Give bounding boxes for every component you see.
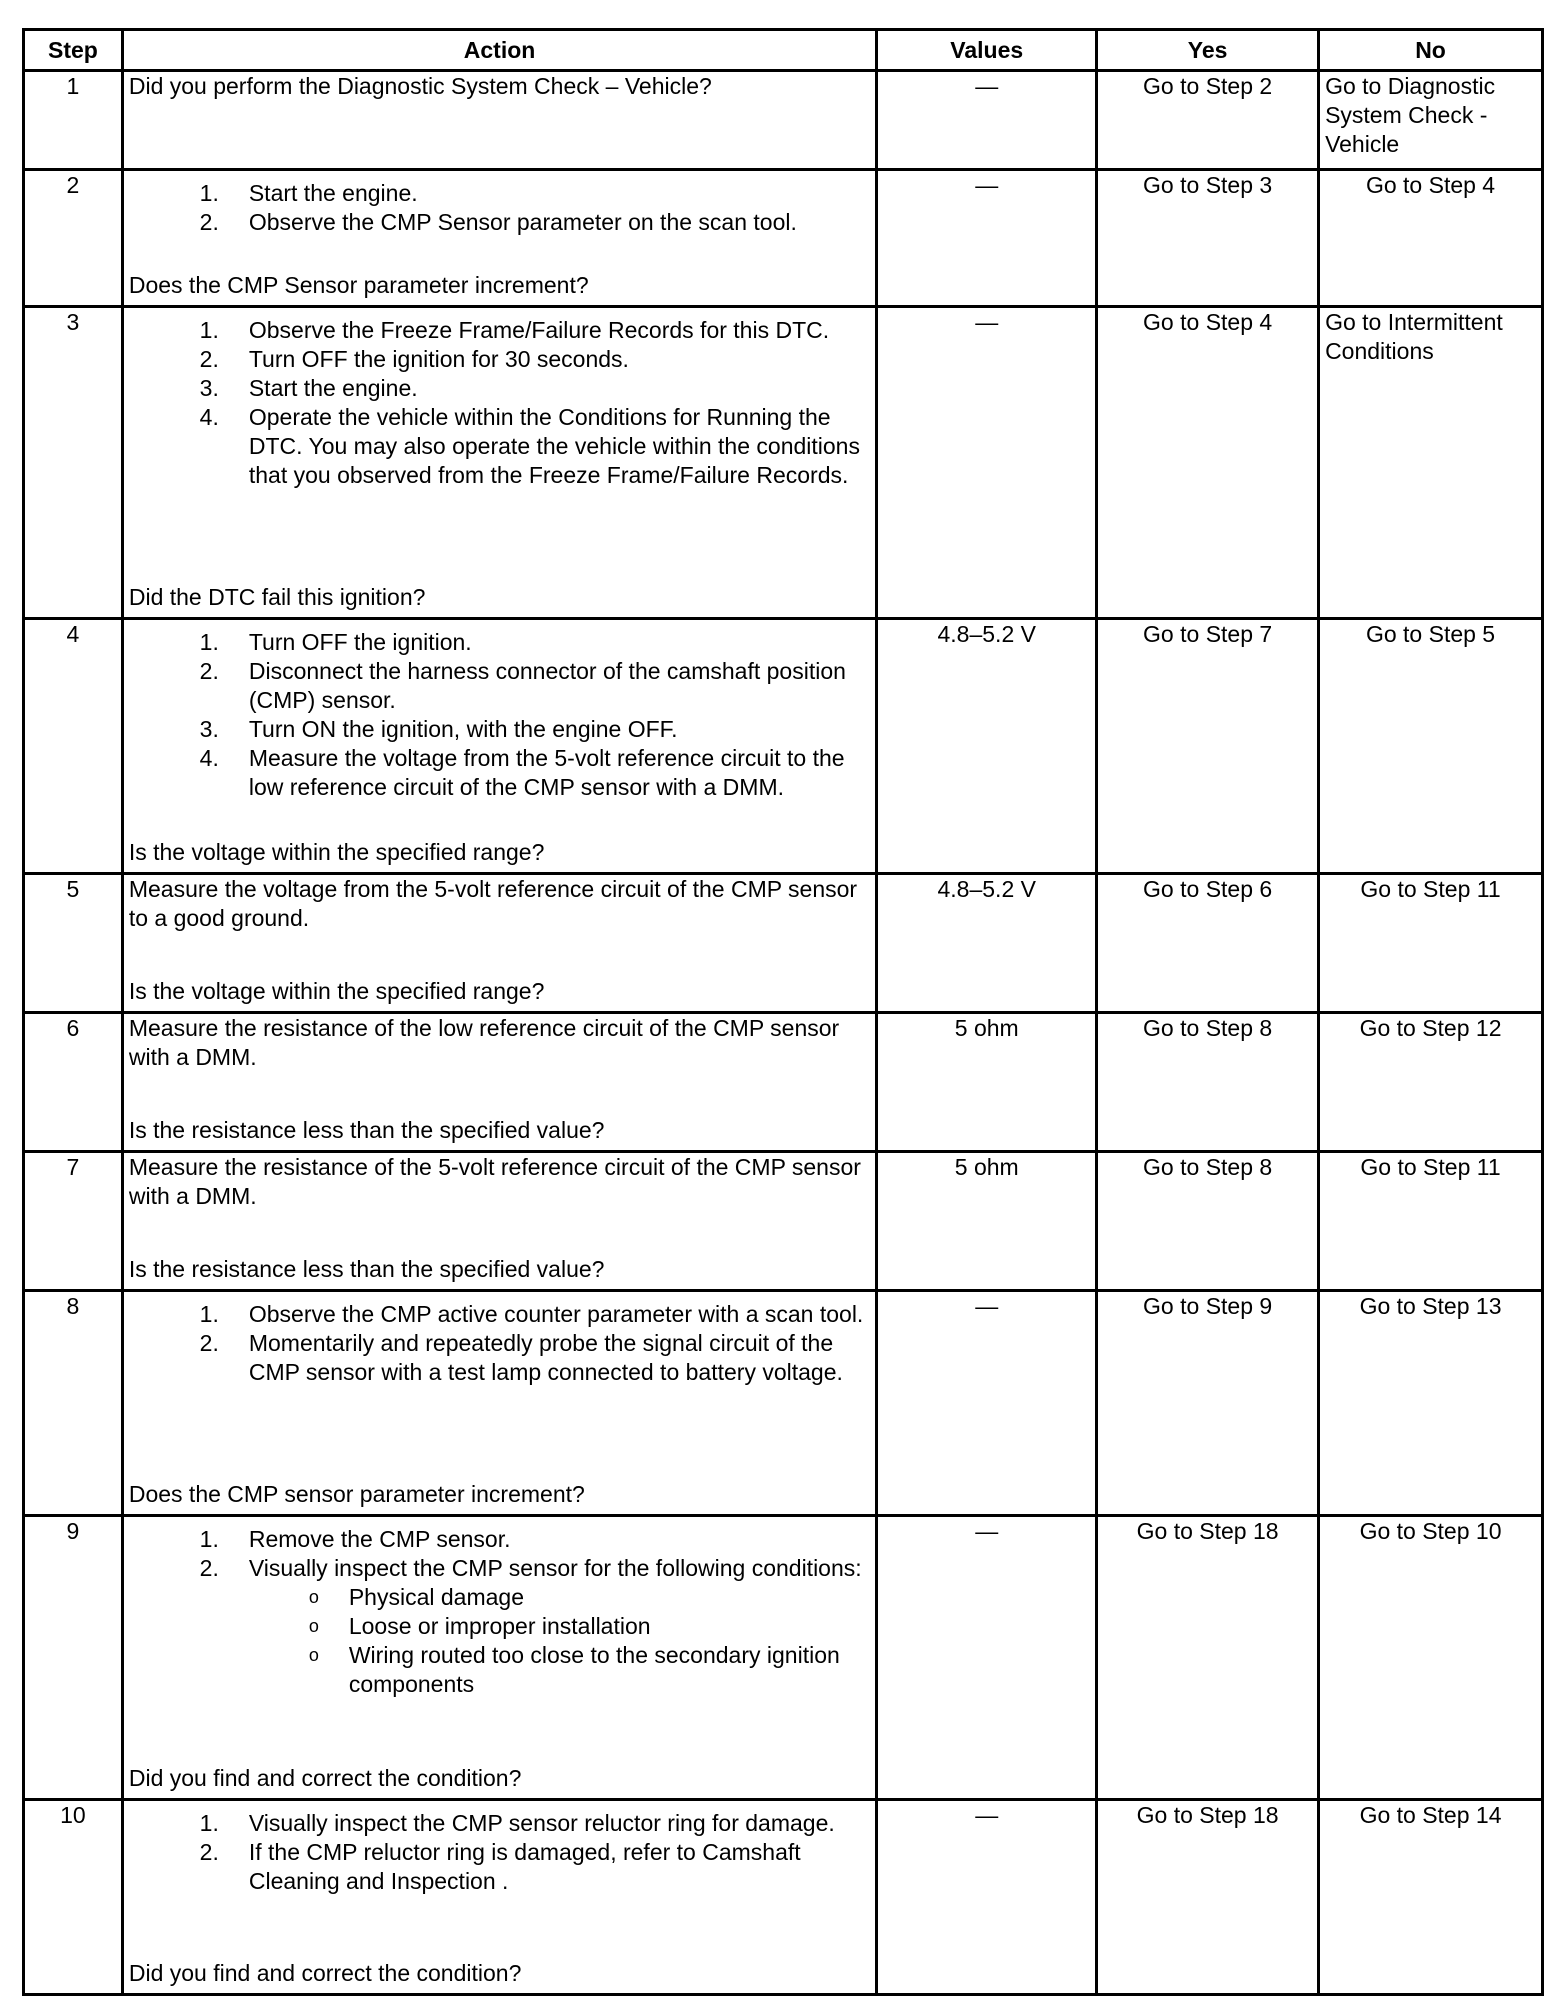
action-step-text: Measure the voltage from the 5-volt reference circuit to the low reference circuit of the CMP sensor with a DMM. bbox=[248, 745, 845, 800]
no-cell: Go to Step 12 bbox=[1319, 1013, 1543, 1152]
no-cell: Go to Step 11 bbox=[1319, 874, 1543, 1013]
action-step-number: 4. bbox=[199, 745, 219, 771]
bullet-icon: o bbox=[308, 1587, 319, 1607]
step-number: 8 bbox=[24, 1291, 123, 1516]
no-cell: Go to Step 14 bbox=[1319, 1800, 1543, 1995]
table-row bbox=[24, 874, 1543, 1013]
table-body bbox=[24, 71, 1543, 1995]
table-row bbox=[24, 71, 1543, 170]
step-number: 10 bbox=[24, 1800, 123, 1995]
bullet-icon: o bbox=[308, 1616, 319, 1636]
action-content bbox=[129, 620, 870, 867]
action-body bbox=[129, 171, 870, 237]
value-cell: — bbox=[877, 1800, 1097, 1995]
action-step bbox=[129, 1809, 870, 1838]
action-cell bbox=[122, 71, 876, 170]
action-content bbox=[129, 72, 870, 163]
value-cell: — bbox=[877, 1291, 1097, 1516]
table-row bbox=[24, 1516, 1543, 1800]
action-cell bbox=[122, 1152, 876, 1291]
condition-text: Physical damage bbox=[348, 1584, 524, 1610]
yes-cell: Go to Step 8 bbox=[1097, 1013, 1319, 1152]
action-body bbox=[129, 1014, 870, 1072]
action-text: Measure the resistance of the low reference circuit of the CMP sensor with a DMM. bbox=[128, 1015, 840, 1070]
action-step-text: Momentarily and repeatedly probe the signal circuit of the CMP sensor with a test lamp connected to battery voltage. bbox=[248, 1330, 843, 1385]
action-question: Did you find and correct the condition? bbox=[128, 1960, 522, 1986]
action-body bbox=[129, 1153, 870, 1211]
action-step bbox=[129, 374, 870, 403]
action-question: Is the resistance less than the specified value? bbox=[128, 1117, 605, 1143]
action-step-text: Visually inspect the CMP sensor for the following conditions: bbox=[248, 1555, 862, 1581]
action-step-number: 4. bbox=[199, 404, 219, 430]
action-step-text: Operate the vehicle within the Conditions for Running the DTC. You may also operate the vehicle within the conditions that you observed from the Freeze Frame/Failure Records. bbox=[248, 404, 860, 488]
action-question: Did you find and correct the condition? bbox=[128, 1765, 522, 1791]
action-steps bbox=[129, 316, 870, 490]
action-step bbox=[129, 1329, 870, 1387]
no-cell: Go to Intermittent Conditions bbox=[1319, 307, 1543, 619]
no-cell: Go to Diagnostic System Check - Vehicle bbox=[1319, 71, 1543, 170]
action-step-text: Remove the CMP sensor. bbox=[248, 1526, 511, 1552]
action-step-number: 3. bbox=[199, 716, 219, 742]
condition-text: Loose or improper installation bbox=[348, 1613, 651, 1639]
action-question: Is the voltage within the specified range? bbox=[128, 839, 545, 865]
step-number: 6 bbox=[24, 1013, 123, 1152]
action-step-number: 2. bbox=[199, 1330, 219, 1356]
value-cell: — bbox=[877, 71, 1097, 170]
action-step-number: 2. bbox=[199, 346, 219, 372]
value-cell: 5 ohm bbox=[877, 1013, 1097, 1152]
action-step-number: 1. bbox=[199, 180, 219, 206]
action-step-number: 1. bbox=[199, 629, 219, 655]
value-cell: — bbox=[877, 170, 1097, 307]
action-step-text: Visually inspect the CMP sensor reluctor ring for damage. bbox=[248, 1810, 835, 1836]
action-content bbox=[129, 1801, 870, 1988]
header-values: Values bbox=[877, 30, 1097, 71]
action-step-number: 1. bbox=[199, 1526, 219, 1552]
table-row bbox=[24, 1013, 1543, 1152]
action-step bbox=[129, 316, 870, 345]
action-cell bbox=[122, 1013, 876, 1152]
no-cell: Go to Step 5 bbox=[1319, 619, 1543, 874]
table-row bbox=[24, 170, 1543, 307]
value-cell: 4.8–5.2 V bbox=[877, 874, 1097, 1013]
yes-cell: Go to Step 18 bbox=[1097, 1516, 1319, 1800]
action-cell bbox=[122, 1291, 876, 1516]
action-body bbox=[129, 620, 870, 802]
action-question: Does the CMP Sensor parameter increment? bbox=[128, 272, 589, 298]
action-step-text: Turn ON the ignition, with the engine OFF. bbox=[248, 716, 678, 742]
action-step bbox=[129, 1554, 870, 1583]
step-number: 4 bbox=[24, 619, 123, 874]
action-steps bbox=[129, 179, 870, 237]
action-step bbox=[129, 715, 870, 744]
action-step-number: 2. bbox=[199, 209, 219, 235]
table-row bbox=[24, 1291, 1543, 1516]
action-question: Is the resistance less than the specified value? bbox=[128, 1256, 605, 1282]
yes-cell: Go to Step 2 bbox=[1097, 71, 1319, 170]
action-step-number: 1. bbox=[199, 1810, 219, 1836]
value-cell: 4.8–5.2 V bbox=[877, 619, 1097, 874]
action-cell bbox=[122, 619, 876, 874]
step-number: 2 bbox=[24, 170, 123, 307]
yes-cell: Go to Step 18 bbox=[1097, 1800, 1319, 1995]
action-body bbox=[129, 875, 870, 933]
action-step bbox=[129, 1838, 870, 1896]
action-cell bbox=[122, 1516, 876, 1800]
action-cell bbox=[122, 170, 876, 307]
action-content bbox=[129, 1517, 870, 1793]
yes-cell: Go to Step 7 bbox=[1097, 619, 1319, 874]
value-cell: — bbox=[877, 1516, 1097, 1800]
action-step bbox=[129, 657, 870, 715]
condition-item bbox=[259, 1612, 870, 1641]
action-steps bbox=[129, 1300, 870, 1387]
action-step bbox=[129, 1525, 870, 1554]
table-row bbox=[24, 1152, 1543, 1291]
table-row bbox=[24, 619, 1543, 874]
action-step-text: Start the engine. bbox=[248, 375, 418, 401]
action-step bbox=[129, 208, 870, 237]
header-no: No bbox=[1319, 30, 1543, 71]
action-step-number: 2. bbox=[199, 1839, 219, 1865]
action-body bbox=[129, 1292, 870, 1387]
action-text: Measure the resistance of the 5-volt reference circuit of the CMP sensor with a DMM. bbox=[128, 1154, 861, 1209]
action-step bbox=[129, 345, 870, 374]
action-question: Does the CMP sensor parameter increment? bbox=[128, 1481, 585, 1507]
condition-item bbox=[259, 1583, 870, 1612]
yes-cell: Go to Step 3 bbox=[1097, 170, 1319, 307]
action-step-text: Turn OFF the ignition for 30 seconds. bbox=[248, 346, 629, 372]
action-step bbox=[129, 744, 870, 802]
action-content bbox=[129, 875, 870, 1006]
action-step bbox=[129, 403, 870, 490]
step-number: 5 bbox=[24, 874, 123, 1013]
action-text: Measure the voltage from the 5-volt reference circuit of the CMP sensor to a good ground. bbox=[128, 876, 858, 931]
step-number: 1 bbox=[24, 71, 123, 170]
action-step-text: Observe the CMP active counter parameter with a scan tool. bbox=[248, 1301, 864, 1327]
action-text: Did you perform the Diagnostic System Check – Vehicle? bbox=[128, 73, 712, 99]
action-content bbox=[129, 1153, 870, 1284]
no-cell: Go to Step 4 bbox=[1319, 170, 1543, 307]
step-number: 3 bbox=[24, 307, 123, 619]
bullet-icon: o bbox=[308, 1645, 319, 1665]
no-cell: Go to Step 13 bbox=[1319, 1291, 1543, 1516]
action-content bbox=[129, 1014, 870, 1145]
action-step-text: Turn OFF the ignition. bbox=[248, 629, 472, 655]
action-question: Is the voltage within the specified range? bbox=[128, 978, 545, 1004]
action-content bbox=[129, 1292, 870, 1509]
value-cell: — bbox=[877, 307, 1097, 619]
action-content bbox=[129, 308, 870, 612]
action-step bbox=[129, 628, 870, 657]
yes-cell: Go to Step 6 bbox=[1097, 874, 1319, 1013]
value-cell: 5 ohm bbox=[877, 1152, 1097, 1291]
action-cell bbox=[122, 1800, 876, 1995]
action-steps bbox=[129, 628, 870, 802]
action-step-number: 2. bbox=[199, 1555, 219, 1581]
header-step: Step bbox=[24, 30, 123, 71]
action-step-text: Observe the CMP Sensor parameter on the scan tool. bbox=[248, 209, 797, 235]
action-body bbox=[129, 72, 870, 101]
action-step-number: 1. bbox=[199, 1301, 219, 1327]
table-row bbox=[24, 1800, 1543, 1995]
action-step bbox=[129, 1300, 870, 1329]
yes-cell: Go to Step 4 bbox=[1097, 307, 1319, 619]
action-step-text: If the CMP reluctor ring is damaged, refer to Camshaft Cleaning and Inspection . bbox=[248, 1839, 801, 1894]
action-steps bbox=[129, 1809, 870, 1896]
action-cell bbox=[122, 307, 876, 619]
action-cell bbox=[122, 874, 876, 1013]
action-body bbox=[129, 1801, 870, 1896]
action-step-number: 2. bbox=[199, 658, 219, 684]
action-step-number: 1. bbox=[199, 317, 219, 343]
action-question: Did the DTC fail this ignition? bbox=[128, 584, 426, 610]
yes-cell: Go to Step 8 bbox=[1097, 1152, 1319, 1291]
header-yes: Yes bbox=[1097, 30, 1319, 71]
action-step-number: 3. bbox=[199, 375, 219, 401]
condition-item bbox=[259, 1641, 870, 1699]
no-cell: Go to Step 10 bbox=[1319, 1516, 1543, 1800]
action-body bbox=[129, 1517, 870, 1699]
action-content bbox=[129, 171, 870, 300]
action-steps bbox=[129, 1525, 870, 1583]
no-cell: Go to Step 11 bbox=[1319, 1152, 1543, 1291]
table-row bbox=[24, 307, 1543, 619]
action-step-text: Start the engine. bbox=[248, 180, 418, 206]
action-body bbox=[129, 308, 870, 490]
step-number: 9 bbox=[24, 1516, 123, 1800]
condition-text: Wiring routed too close to the secondary ignition components bbox=[348, 1642, 840, 1697]
header-row bbox=[24, 30, 1543, 71]
yes-cell: Go to Step 9 bbox=[1097, 1291, 1319, 1516]
header-action: Action bbox=[122, 30, 876, 71]
action-step bbox=[129, 179, 870, 208]
action-step-text: Observe the Freeze Frame/Failure Records for this DTC. bbox=[248, 317, 830, 343]
diagnostic-table bbox=[22, 28, 1544, 1996]
step-number: 7 bbox=[24, 1152, 123, 1291]
condition-list bbox=[259, 1583, 870, 1699]
action-step-text: Disconnect the harness connector of the camshaft position (CMP) sensor. bbox=[248, 658, 846, 713]
